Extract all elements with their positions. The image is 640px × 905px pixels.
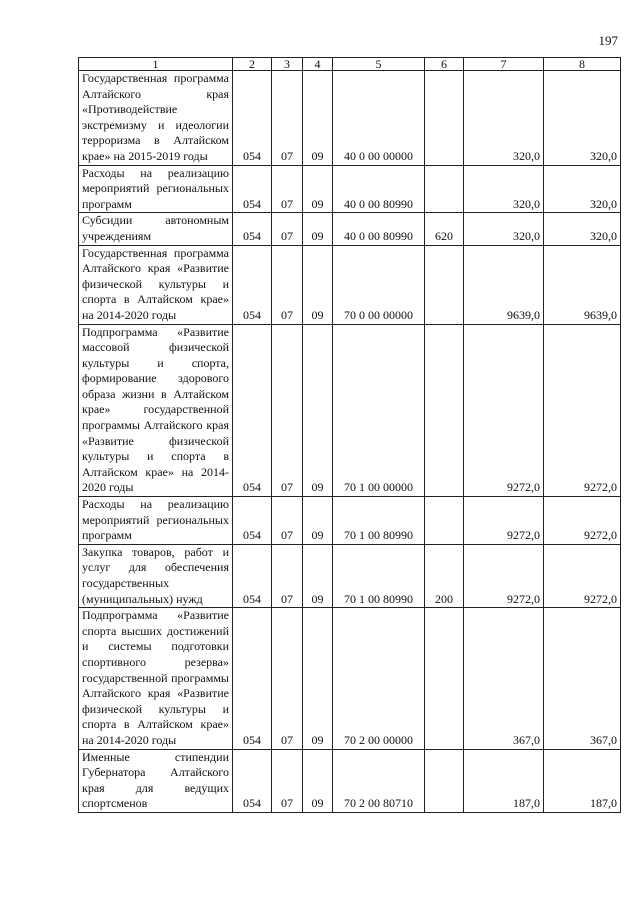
section-cell: 07 [272, 608, 303, 749]
amount-cell: 320,0 [464, 71, 544, 166]
section-cell: 07 [272, 213, 303, 245]
subsection-cell: 09 [303, 749, 333, 812]
table-row [79, 544, 621, 607]
amount-cell: 9272,0 [464, 497, 544, 545]
table-row [79, 245, 621, 324]
subsection-cell: 09 [303, 324, 333, 497]
grbs-cell: 054 [233, 608, 272, 749]
expense-type-cell [425, 245, 464, 324]
expense-name-cell: Подпрограмма «Развитие спорта высших достижений и системы подготовки спортивного резерва» государственной программы Алтайского края «Развитие физической культуры и спорта в Алтайском крае» на 2014-2020 годы [79, 608, 233, 749]
section-cell: 07 [272, 324, 303, 497]
grbs-cell: 054 [233, 213, 272, 245]
grbs-cell: 054 [233, 165, 272, 213]
amount-cell: 9272,0 [544, 497, 621, 545]
table-row [79, 71, 621, 166]
expense-type-cell [425, 71, 464, 166]
target-article-cell: 70 0 00 00000 [333, 245, 425, 324]
amount-cell: 367,0 [464, 608, 544, 749]
column-header: 7 [464, 58, 544, 71]
section-cell: 07 [272, 71, 303, 166]
target-article-cell: 40 0 00 80990 [333, 213, 425, 245]
column-header: 6 [425, 58, 464, 71]
expense-name-cell: Субсидии автономным учреждениям [79, 213, 233, 245]
amount-cell: 9639,0 [464, 245, 544, 324]
target-article-cell: 70 2 00 00000 [333, 608, 425, 749]
grbs-cell: 054 [233, 497, 272, 545]
amount-cell: 320,0 [464, 165, 544, 213]
grbs-cell: 054 [233, 324, 272, 497]
amount-cell: 9272,0 [464, 544, 544, 607]
expense-name-cell: Расходы на реализацию мероприятий региональных программ [79, 497, 233, 545]
section-cell: 07 [272, 165, 303, 213]
amount-cell: 9272,0 [544, 324, 621, 497]
amount-cell: 187,0 [544, 749, 621, 812]
expense-type-cell [425, 608, 464, 749]
target-article-cell: 70 1 00 00000 [333, 324, 425, 497]
subsection-cell: 09 [303, 497, 333, 545]
column-header: 3 [272, 58, 303, 71]
amount-cell: 320,0 [544, 213, 621, 245]
section-cell: 07 [272, 245, 303, 324]
column-header: 1 [79, 58, 233, 71]
expense-type-cell [425, 497, 464, 545]
subsection-cell: 09 [303, 245, 333, 324]
expense-name-cell: Подпрограмма «Развитие массовой физической культуры и спорта, формирование здорового образа жизни в Алтайском крае» государственной программы Алтайского края «Развитие физической культуры и спорта в Алтайском крае» на 2014-2020 годы [79, 324, 233, 497]
expense-type-cell: 620 [425, 213, 464, 245]
expense-type-cell: 200 [425, 544, 464, 607]
expense-name-cell: Именные стипендии Губернатора Алтайского края для ведущих спортсменов [79, 749, 233, 812]
grbs-cell: 054 [233, 245, 272, 324]
column-header: 4 [303, 58, 333, 71]
subsection-cell: 09 [303, 213, 333, 245]
section-cell: 07 [272, 749, 303, 812]
expense-type-cell [425, 165, 464, 213]
column-header: 8 [544, 58, 621, 71]
subsection-cell: 09 [303, 165, 333, 213]
expense-type-cell [425, 749, 464, 812]
expense-name-cell: Закупка товаров, работ и услуг для обеспечения государственных (муниципальных) нужд [79, 544, 233, 607]
amount-cell: 320,0 [464, 213, 544, 245]
expense-name-cell: Государственная программа Алтайского края «Противодействие экстремизму и идеологии терроризма в Алтайском крае» на 2015-2019 годы [79, 71, 233, 166]
table-row [79, 608, 621, 749]
column-header: 2 [233, 58, 272, 71]
amount-cell: 367,0 [544, 608, 621, 749]
table-row [79, 165, 621, 213]
section-cell: 07 [272, 544, 303, 607]
subsection-cell: 09 [303, 544, 333, 607]
budget-table [78, 57, 621, 813]
table-row [79, 213, 621, 245]
target-article-cell: 40 0 00 00000 [333, 71, 425, 166]
amount-cell: 320,0 [544, 165, 621, 213]
expense-type-cell [425, 324, 464, 497]
grbs-cell: 054 [233, 544, 272, 607]
subsection-cell: 09 [303, 71, 333, 166]
table-row [79, 749, 621, 812]
table-row [79, 497, 621, 545]
target-article-cell: 70 1 00 80990 [333, 497, 425, 545]
target-article-cell: 70 2 00 80710 [333, 749, 425, 812]
amount-cell: 320,0 [544, 71, 621, 166]
page-number: 197 [598, 33, 618, 48]
amount-cell: 9272,0 [464, 324, 544, 497]
header-row [79, 58, 621, 71]
grbs-cell: 054 [233, 749, 272, 812]
grbs-cell: 054 [233, 71, 272, 166]
subsection-cell: 09 [303, 608, 333, 749]
section-cell: 07 [272, 497, 303, 545]
table-row [79, 324, 621, 497]
target-article-cell: 40 0 00 80990 [333, 165, 425, 213]
amount-cell: 9639,0 [544, 245, 621, 324]
target-article-cell: 70 1 00 80990 [333, 544, 425, 607]
amount-cell: 187,0 [464, 749, 544, 812]
column-header: 5 [333, 58, 425, 71]
expense-name-cell: Расходы на реализацию мероприятий региональных программ [79, 165, 233, 213]
expense-name-cell: Государственная программа Алтайского края «Развитие физической культуры и спорта в Алтайском крае» на 2014-2020 годы [79, 245, 233, 324]
amount-cell: 9272,0 [544, 544, 621, 607]
